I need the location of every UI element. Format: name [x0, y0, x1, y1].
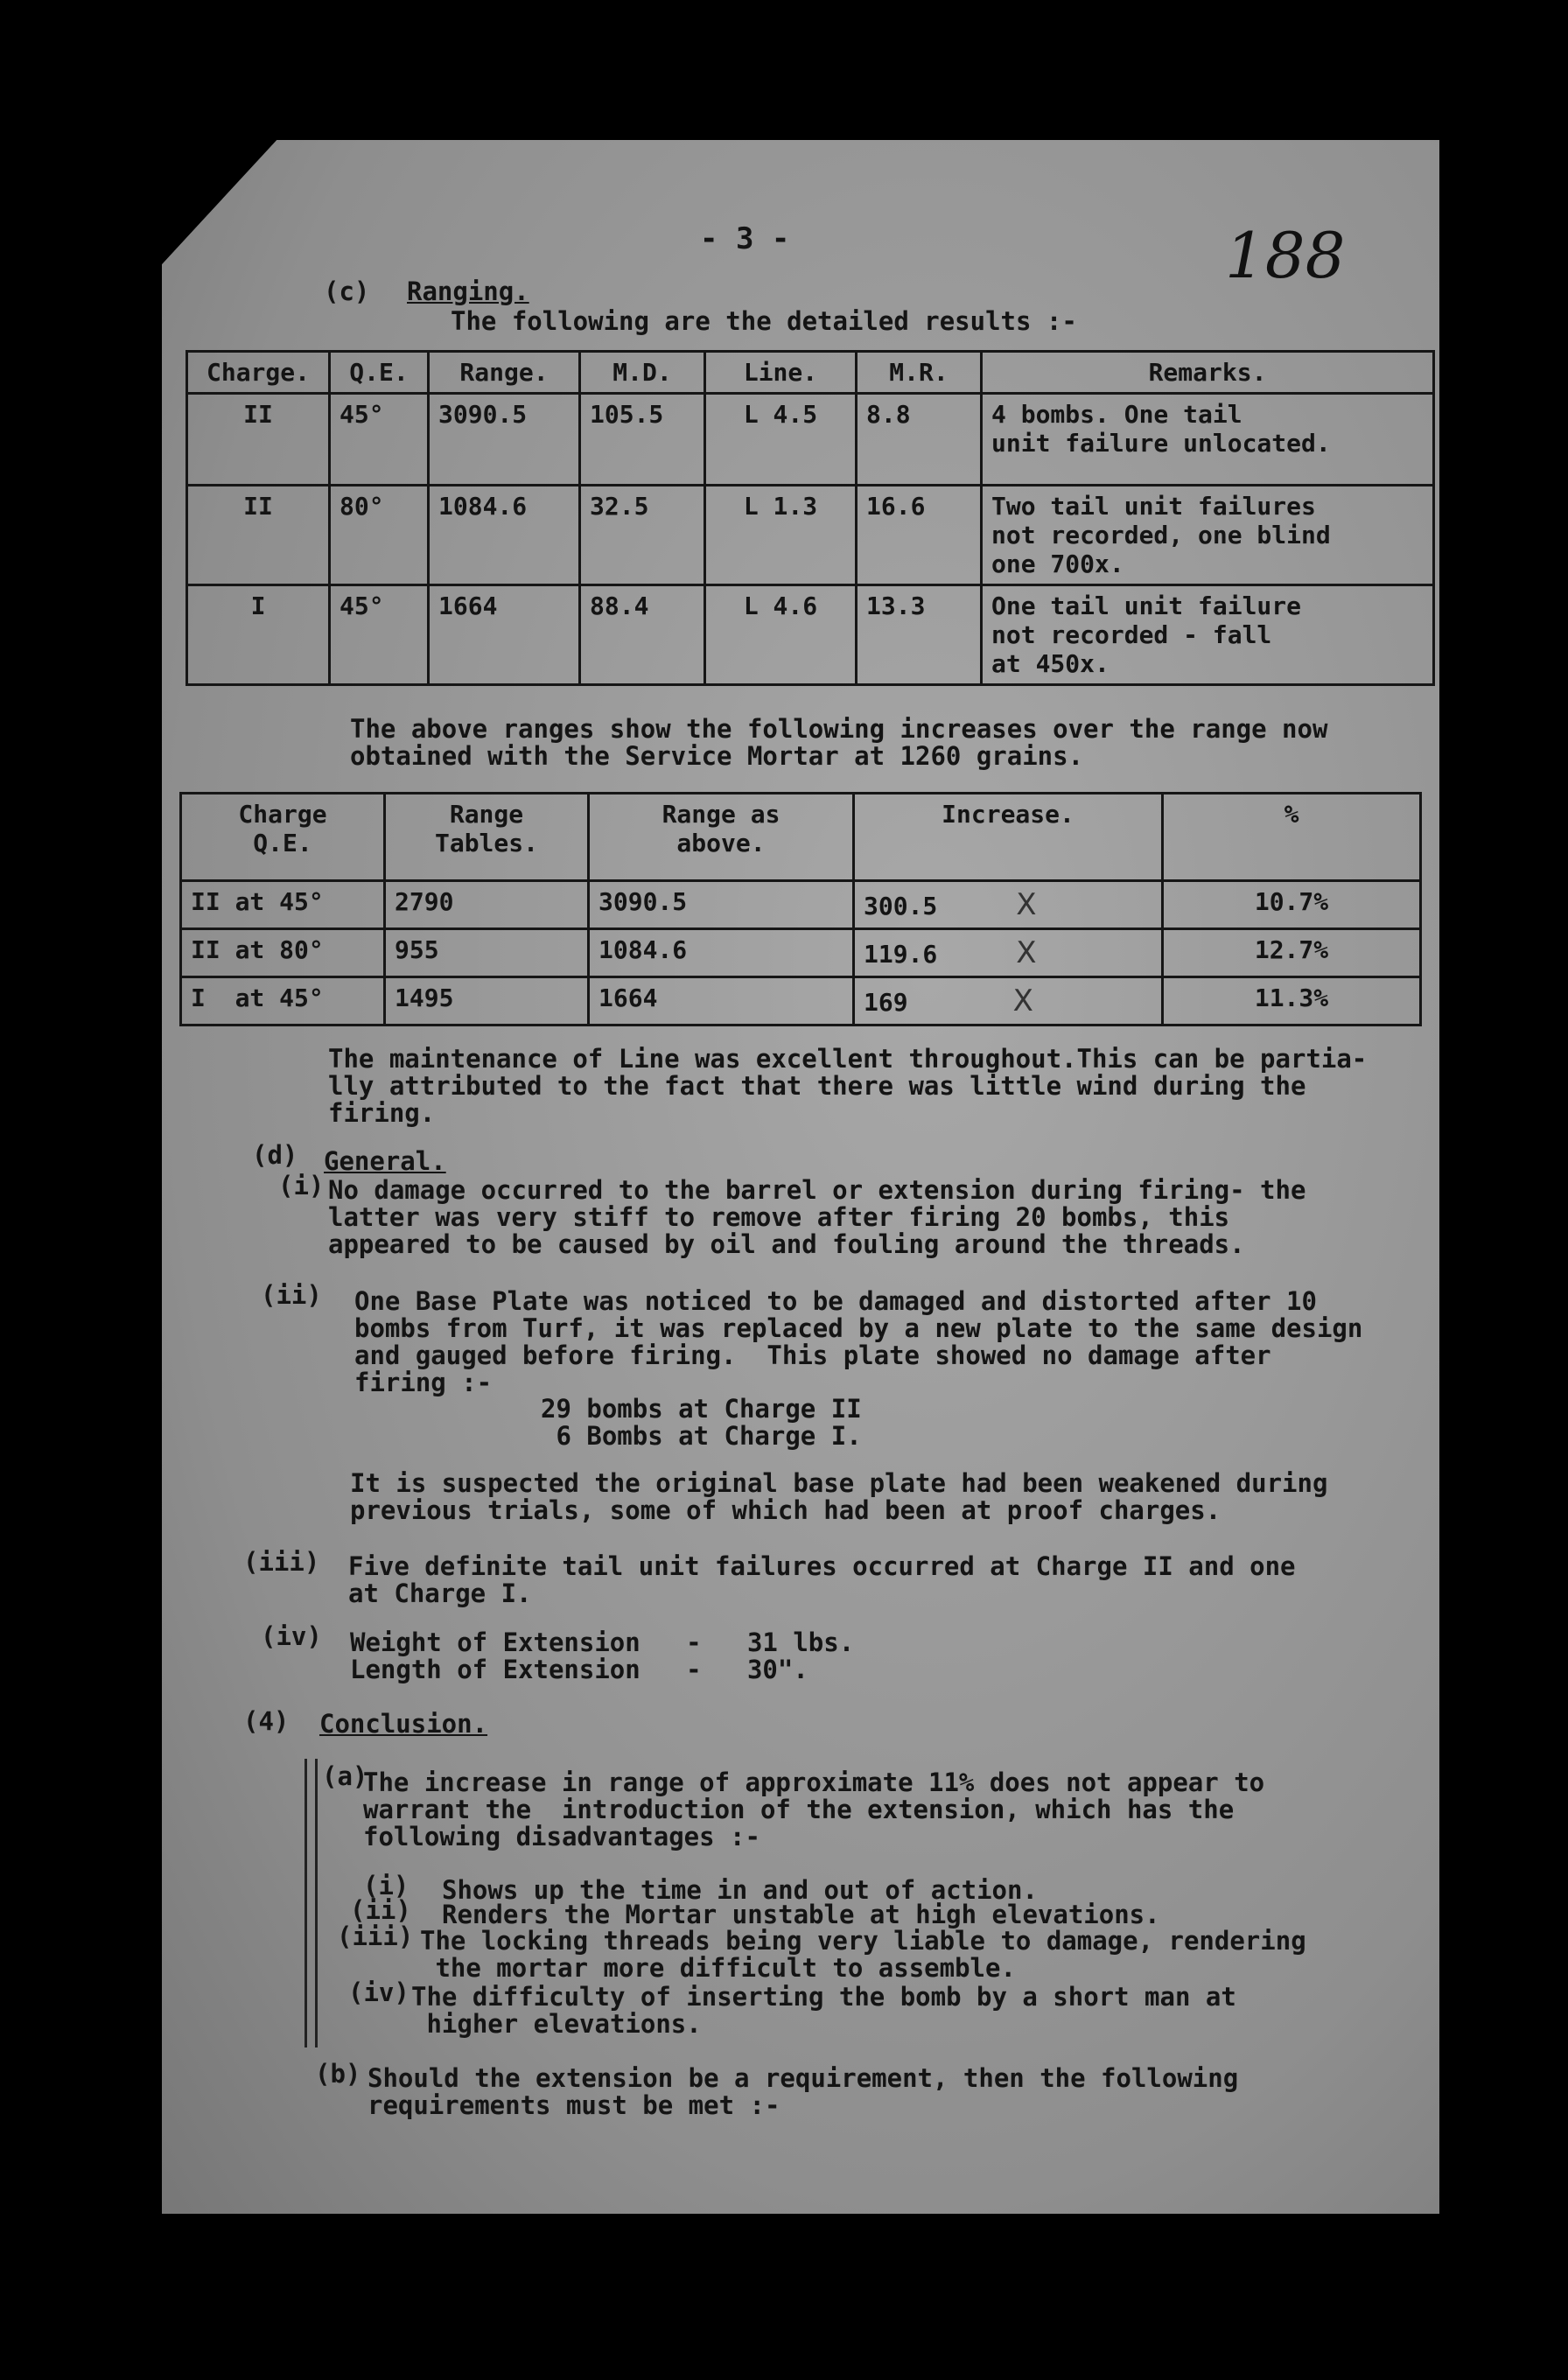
col-charge-qe: Charge Q.E. [181, 794, 385, 881]
col-charge: Charge. [187, 352, 330, 394]
check-mark-icon: X [1016, 887, 1037, 922]
col-increase: Increase. [854, 794, 1163, 881]
cell: II [187, 394, 330, 486]
col-range: Range. [429, 352, 580, 394]
increase-header-row [181, 794, 1421, 881]
cell: L 4.6 [705, 585, 857, 685]
increase-value: 169 [864, 988, 908, 1017]
cell: L 4.5 [705, 394, 857, 486]
table-row [187, 486, 1434, 585]
cell: 4 bombs. One tail unit failure unlocated. [982, 394, 1434, 486]
col-range-as-above: Range as above. [589, 794, 854, 881]
point-i-label: (i) [363, 1871, 410, 1900]
suspect-paragraph: It is suspected the original base plate had been weakened during previous trials, some of which had been at proof charges. [350, 1468, 1328, 1525]
cell: 45° [330, 394, 429, 486]
col-line: Line. [705, 352, 857, 394]
cell: 16.6 [857, 486, 982, 585]
cell [854, 929, 1163, 977]
maintenance-paragraph: The maintenance of Line was excellent throughout.This can be partia- lly attributed to the fact that there was little wind during the firing. [328, 1044, 1368, 1128]
cell: I at 45° [181, 977, 385, 1026]
ranging-header-row [187, 352, 1434, 394]
col-remarks: Remarks. [982, 352, 1434, 394]
general-ii-label: (ii) [261, 1280, 322, 1310]
general-iv-text: Weight of Extension - 31 lbs. Length of Extension - 30". [350, 1628, 855, 1684]
col-percent: % [1163, 794, 1421, 881]
conclusion-b-label: (b) [315, 2059, 361, 2089]
cell: 1495 [385, 977, 589, 1026]
cell: 3090.5 [589, 881, 854, 929]
cell: 1084.6 [429, 486, 580, 585]
general-iii-label: (iii) [243, 1547, 320, 1577]
section-4-label: (4) [243, 1706, 290, 1736]
general-i-label: (i) [278, 1171, 325, 1200]
ranging-intro: The following are the detailed results :- [451, 306, 1077, 336]
cell: 105.5 [580, 394, 705, 486]
col-md: M.D. [580, 352, 705, 394]
cell [854, 977, 1163, 1026]
increase-table [179, 792, 1422, 1026]
margin-line [304, 1759, 307, 2048]
handwritten-folio-number: 188 [1225, 219, 1346, 292]
cell: Two tail unit failures not recorded, one blind one 700x. [982, 486, 1434, 585]
page-number: - 3 - [700, 221, 790, 256]
cell: 45° [330, 585, 429, 685]
cell: II [187, 486, 330, 585]
general-ii-list: 29 bombs at Charge II 6 Bombs at Charge I. [541, 1394, 862, 1451]
ranging-heading: Ranging. [407, 276, 529, 306]
cell: 80° [330, 486, 429, 585]
table-row [187, 394, 1434, 486]
general-ii-text: One Base Plate was noticed to be damaged and distorted after 10 bombs from Turf, it was replaced by a new plate to the same design and gauged before firing. This plate showed no damage after firing :- [354, 1286, 1363, 1397]
conclusion-heading: Conclusion. [319, 1709, 488, 1739]
section-c-label: (c) [324, 276, 370, 306]
check-mark-icon: X [1012, 984, 1033, 1018]
cell: 8.8 [857, 394, 982, 486]
point-ii-label: (ii) [350, 1895, 411, 1925]
cell: I [187, 585, 330, 685]
table-row [181, 929, 1421, 977]
point-iii-text: The locking threads being very liable to damage, rendering the mortar more difficult to assemble. [420, 1926, 1306, 1983]
cell: One tail unit failure not recorded - fall at 450x. [982, 585, 1434, 685]
col-mr: M.R. [857, 352, 982, 394]
table-row [181, 977, 1421, 1026]
ranging-table [186, 350, 1435, 686]
conclusion-a-text: The increase in range of approximate 11% does not appear to warrant the introduction of the extension, which has the following disadvantages :- [363, 1768, 1265, 1852]
cell: 10.7% [1163, 881, 1421, 929]
col-qe: Q.E. [330, 352, 429, 394]
cell: 2790 [385, 881, 589, 929]
point-iii-label: (iii) [337, 1922, 414, 1951]
cell: 1664 [589, 977, 854, 1026]
increase-intro: The above ranges show the following increases over the range now obtained with the Service Mortar at 1260 grains. [350, 714, 1328, 771]
cell: 32.5 [580, 486, 705, 585]
col-range-tables: Range Tables. [385, 794, 589, 881]
point-iv-text: The difficulty of inserting the bomb by a short man at higher elevations. [411, 1982, 1236, 2039]
point-iv-label: (iv) [348, 1978, 410, 2007]
table-row [187, 585, 1434, 685]
cell: II at 45° [181, 881, 385, 929]
general-i-text: No damage occurred to the barrel or extension during firing- the latter was very stiff to remove after firing 20 bombs, this appeared to be caused by oil and fouling around the threads. [328, 1175, 1306, 1259]
increase-value: 119.6 [864, 940, 938, 969]
cell: 88.4 [580, 585, 705, 685]
cell: 1084.6 [589, 929, 854, 977]
point-i-text: Shows up the time in and out of action. [442, 1875, 1038, 1905]
cell: 3090.5 [429, 394, 580, 486]
section-d-label: (d) [252, 1140, 298, 1170]
general-heading: General. [324, 1146, 446, 1176]
table-row [181, 881, 1421, 929]
increase-value: 300.5 [864, 892, 938, 920]
cell [854, 881, 1163, 929]
cell: 12.7% [1163, 929, 1421, 977]
general-iv-label: (iv) [261, 1621, 322, 1651]
general-iii-text: Five definite tail unit failures occurred at Charge II and one at Charge I. [348, 1551, 1296, 1608]
cell: II at 80° [181, 929, 385, 977]
conclusion-b-text: Should the extension be a requirement, then the following requirements must be met :- [368, 2063, 1239, 2120]
cell: 11.3% [1163, 977, 1421, 1026]
cell: 1664 [429, 585, 580, 685]
cell: 13.3 [857, 585, 982, 685]
cell: L 1.3 [705, 486, 857, 585]
cell: 955 [385, 929, 589, 977]
point-ii-text: Renders the Mortar unstable at high elevations. [442, 1900, 1160, 1929]
margin-line [315, 1759, 318, 2048]
check-mark-icon: X [1016, 935, 1037, 970]
conclusion-a-label: (a) [322, 1761, 368, 1791]
